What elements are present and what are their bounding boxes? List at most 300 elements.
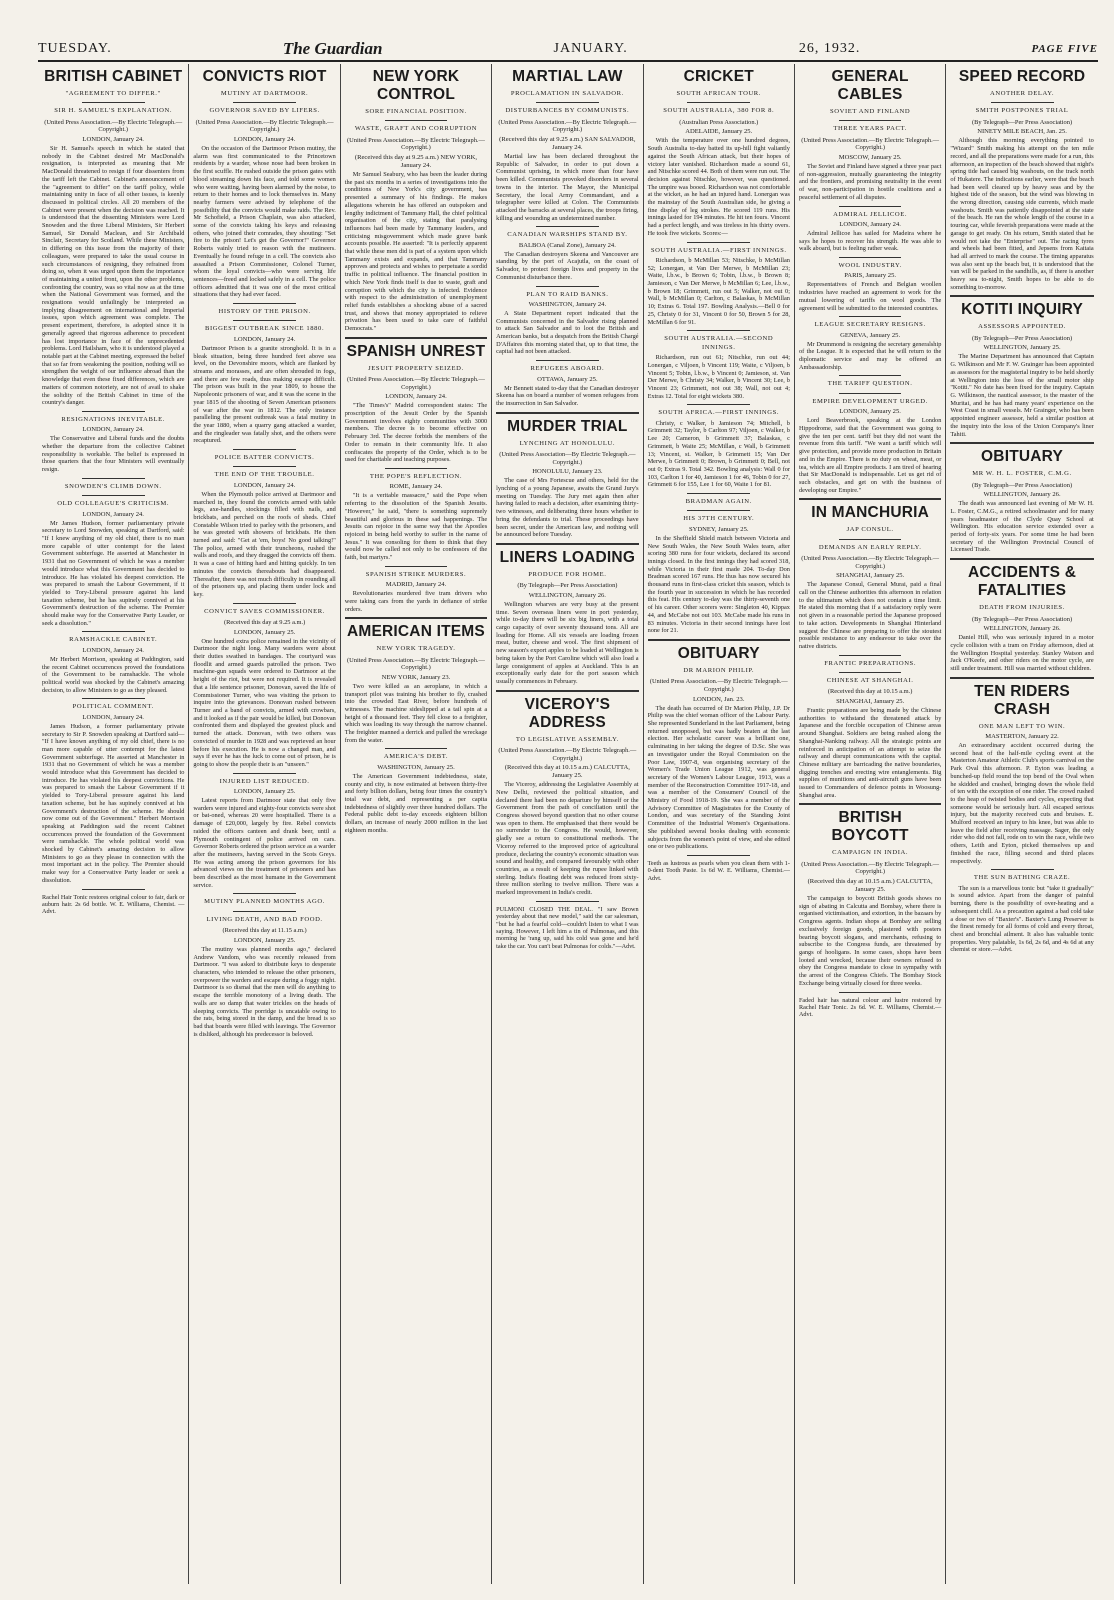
article-body: Mr Herbert Morrison, speaking at Paddington, said the recent Cabinet occurrences proved the foundations of the Government to be ramshackle. The whole political world was shocked by the Cabinet's amazing decision, to allow Ministers to go as they pleased. bbox=[42, 655, 185, 694]
section-divider bbox=[233, 773, 296, 774]
article bbox=[799, 68, 941, 202]
dateline: LONDON, January 24. bbox=[82, 713, 144, 721]
dateline: WELLINGTON, January 26. bbox=[983, 491, 1061, 499]
headline: MARTIAL LAW bbox=[512, 68, 623, 85]
article bbox=[496, 690, 638, 897]
subheadline: HIS 37TH CENTURY. bbox=[683, 515, 755, 523]
article bbox=[648, 242, 790, 327]
advertisement: Rachel Hair Tonic restores original colour to fair, dark or auburn hair. 2s 6d bottle. W. E. Williams, Chemist. —Advt. bbox=[42, 893, 185, 916]
article bbox=[345, 337, 487, 464]
dateline: OTTAWA, January 25. bbox=[537, 375, 598, 383]
article-body: Mr James Hudson, former parliamentary private secretary to Lord Snowden, speaking at Dartford, said: "If I knew anything of my old chief, there is no man more capable of utter contempt for the latest Government subterfuge. He asserted at Manchester in 1931 that no Government of which he was a member would introduce what this Government has decided to introduce. He has violated his deepest conviction. He was prepared to smash the Labour Government, if it yielded to Tory-Liberal pressure against his land taxation scheme, but he has supinely connived at his Government's destruction of the scheme. The Premier should make way for the Conservative Party Leader, or seek a dissolution." bbox=[42, 519, 185, 627]
advert-divider bbox=[839, 992, 902, 993]
subhead-divider bbox=[536, 102, 599, 103]
subheadline: OLD COLLEAGUE'S CRITICISM. bbox=[57, 500, 170, 508]
dateline: LONDON, January 24. bbox=[82, 646, 144, 654]
column-7 bbox=[946, 64, 1097, 1584]
article bbox=[950, 295, 1093, 438]
wire-credit: (United Press Association.—By Electric Telegraph.—Copyright.) bbox=[347, 656, 485, 672]
headline: OBITUARY bbox=[981, 448, 1064, 466]
subhead-divider bbox=[385, 120, 448, 121]
article-body: The Soviet and Finland have signed a three year pact of non-aggression, mutually guaranteeing the integrity and the frontiers, and promising neutrality in the event of war, non-participation in hostile coalitions and a peaceful settlement of all disputes. bbox=[798, 163, 942, 201]
article bbox=[42, 698, 184, 884]
article-body: Mr Bennett stated to-day that the Canadian destroyer Skeena has on board a number of women refugees from the insurrection in San Salvador. bbox=[496, 384, 639, 407]
headline: MURDER TRIAL bbox=[507, 417, 628, 435]
subheadline: CANADIAN WARSHIPS STAND BY. bbox=[507, 231, 628, 239]
newspaper-columns bbox=[38, 64, 1098, 1584]
dateline: LONDON, January 24. bbox=[385, 393, 447, 401]
dateline: (Received this day at 10.15 a.m.) CALCUTTA, January 25. bbox=[807, 878, 933, 894]
section-divider bbox=[385, 468, 448, 469]
subheadline: FRANTIC PREPARATIONS. bbox=[824, 659, 917, 667]
article-body: Two were killed as an aeroplane, in which a transport pilot was training his brother to fly, crashed into the crowded East River, before hundreds of witnesses. The machine sideslipped at a tail spin at a height of a thousand feet. They fell close to a freighter, which was loading its way through the narrow channel. The freighter manned a derrick and pulled the wreckage from the water. bbox=[344, 682, 488, 744]
article-body: Latest reports from Dartmoor state that only five warders were injured and eighty-four convicts were shot or bat-oned, whereas 20 were hospitalled. There is a damage of £20,000, largely by fire. Rebel convicts raided the officers canteen and drank beer, until a Plymouth contingent of police arrived on cars. Governor Roberts ordered the prison service as a warder after the mutineers, having served in the Scots Greys. He was acting among the prison governors for his advanced views on the treatment of prisoners and has been described as the most humane in the Government service. bbox=[193, 797, 336, 889]
subheadline: SPANISH STRIKE MURDERS. bbox=[365, 570, 467, 578]
article-divider bbox=[496, 412, 638, 414]
article bbox=[193, 773, 335, 890]
dateline: (Received this day at 10.15 a.m.) CALCUTTA, January 25. bbox=[504, 764, 630, 780]
article bbox=[193, 303, 335, 445]
section-divider bbox=[385, 566, 448, 567]
dateline: ADELAIDE, January 25. bbox=[685, 128, 753, 136]
article-body: The American Government indebtedness, state, county and city, is now estimated at between thirty-five and forty billion dollars, being four times the country's total war debt, and representing a per capita indebtedness of slightly over three hundred dollars. The Federal public debt to-day exceeds eighteen billion dollars, an increase of nearly 2000 million in the last eighteen months. bbox=[344, 772, 488, 834]
article-body: Frantic preparations are being made by the Chinese authorities to withstand the threatened attack by Japanese and the forcible occupation of Chinese areas around Shanghai. Soldiers are being rushed along the Shanghai-Nanking railway. All the strategic points are reinforced in anticipation of an attempt to seize the railway and disrupt communications with the capital. Chinese military are barricading the native boundaries, digging trenches and erecting wire entanglements. Big supplies of munitions and anti-aircraft guns have been issued to Commanders of defence points in Woosung-Shanghai area. bbox=[798, 707, 942, 799]
dateline: WASHINGTON, January 25. bbox=[377, 763, 455, 771]
subheadline: THE SUN BATHING CRAZE. bbox=[973, 874, 1071, 882]
subheadline: DEATH FROM INJURIES. bbox=[979, 604, 1065, 612]
article-divider bbox=[496, 543, 638, 545]
article bbox=[950, 869, 1093, 954]
article bbox=[42, 478, 184, 628]
section-divider bbox=[233, 449, 296, 450]
dateline: LONDON, January 24. bbox=[233, 335, 296, 343]
subheadline: LYNCHING AT HONOLULU. bbox=[519, 439, 616, 447]
wire-credit: (United Press Association.—By Electric Telegraph.—Copyright.) bbox=[195, 118, 334, 134]
advert-divider bbox=[687, 855, 750, 856]
dateline: LONDON, January 25. bbox=[233, 788, 296, 796]
dateline: LONDON, January 24. bbox=[82, 426, 144, 434]
subheadline: ONE MAN LEFT TO WIN. bbox=[978, 722, 1066, 730]
dateline: LONDON, January 24. bbox=[82, 510, 144, 518]
section-divider bbox=[687, 404, 750, 405]
article bbox=[345, 617, 487, 744]
article-body: An extraordinary accident occurred during the second heat of the half-mile cycling event at the Masterton Amateur Athletic Club's sports carnival on the Park Oval this afternoon. P. Eyton was leading a bunched-up field round the top bend of the Oval when he skidded and crashed, bringing down the whole field of ten with the exception of one rider. The crowd rushed to the heap of twisted bodies and cycles, expecting that someone would be seriously hurt. All escaped serious injury, but the majority received cuts and bruises. E. Mulford received an injury to his knee, but was able to leave the field after receiving massage. Sager, the only rider who did not fall, rode on to win the race, while two others, Leith and Eyton, picked themselves up and finished the race, filling second and third places respectively. bbox=[950, 742, 1094, 865]
advert-divider bbox=[536, 901, 599, 902]
subheadline: SOVIET AND FINLAND bbox=[830, 108, 911, 115]
section-divider bbox=[687, 493, 750, 494]
masthead bbox=[38, 38, 1098, 60]
article-divider bbox=[496, 690, 638, 692]
article bbox=[950, 68, 1093, 291]
article bbox=[345, 68, 487, 333]
article bbox=[496, 543, 638, 686]
article bbox=[648, 330, 790, 400]
article-body: Dartmoor Prison is a granite stronghold. It is in a bleak situation, being three hundred feet above sea level, on the Devonshire moors, which are flanked by streams and morasses, and are often shrouded in fogs, and there are few roads, thus making escape difficult. The prison was built in the year 1809, to house the Napoleonic prisoners of war, and it was the scene in the year 1815 of the shooting of Seven American prisoners of war after the war in 1812. The only instance paralleling the present outbreak was a fatal mutiny in the year 1880, when a quarry gang attacked a warder, and the ringleader was fatally shot, and the others were recaptured. bbox=[193, 344, 336, 445]
article-body: James Hudson, a former parliamentary private secretary to Sir P. Snowden speaking at Dartford said— "If I have known anything of my old chief, there is no man more capable of utter contempt for the latest Government subterfuge. He asserted at Manchester in 1931 that no Government of which he was a member would introduce what this Government has decided to introduce. He has violated his deepest convictions. He was prepared to smash the Labour Government if it yielded to Tory-Liberal pressure against his land taxation scheme, but he has supinely connived at his Government's destruction of the scheme. He should now come out of the Government." Herbert Morrison speaking at Paddington said the recent Cabinet occurrences proved the foundation of the Government were ramshackle. The whole political world was shocked by Cabinet's amazing decision to allow Ministers to go as they please in connection with the most important act in the policy. The Premier should make way for a Conservative Party leader or seek a dissolution. bbox=[42, 722, 185, 884]
dateline: WASHINGTON, January 24. bbox=[528, 300, 607, 308]
article-body: In the Sheffield Shield match between Victoria and New South Wales, the New South Wales team, after scoring 380 runs for four wickets, declared its second innings closed. In the first innings they had scored 318, while Victoria in their first made 204. To-day Don Bradman scored 167 runs. He thus has now secured his thousand runs in first-class cricket this season, which is the fourth year in succession in which he has recorded this feat. His century to-day was the thirty-seventh one of his career. Other scorers were: Singleton 40, Kippax 44, and McCabe not out 103. McCabe made his runs in 83 minutes. Victoria in their second innings have lost none for 21. bbox=[647, 534, 790, 635]
subheadline: CAMPAIGN IN INDIA. bbox=[832, 849, 909, 857]
headline: SPEED RECORD bbox=[958, 68, 1086, 85]
dateline: LONDON, January 24. bbox=[82, 136, 144, 143]
article bbox=[950, 442, 1093, 554]
article-body: The Conservative and Liberal funds and the doubts whether the departure from the collective Cabinet responsibility is workable. The belief is expressed in those quarters that the four Ministers will eventually resign. bbox=[42, 435, 185, 474]
subheadline: DR MARION PHILIP. bbox=[683, 667, 755, 674]
subheadline: "AGREEMENT TO DIFFER." bbox=[65, 90, 161, 97]
masthead-rule bbox=[38, 60, 1098, 62]
dateline: LONDON, January 25. bbox=[233, 936, 296, 944]
article-body: Lord Beaverbrook, speaking at the London Hippodrome, said that the Government was going to give the ten per cent. tariff but they did not want the revenue from this tariff. "We want a tariff which will give protection, and provide more production in Britain and in the Empire. There is no duty on wheat, meat, or tea, which are all Empire products. I am tired of hearing that Sir MacDonald is indispensable. Let us get rid of such obstacles, and get on with the business of developing our Empire." bbox=[798, 417, 942, 494]
section-divider bbox=[233, 603, 296, 604]
article-body: The death has occurred of Dr Marion Philip, J.P. Dr Philip was the chief woman officer of the Labour Party. She represented Sunderland in the last Parliament, being returned unopposed, but was badly beaten at the last election. Her scholastic career was a brilliant one, culminating in her taking the degree of D.Sc. She was an investigator under the Royal Commission on the Poor Law, 1907-8, was organising secretary of the Women's Trade Union League 1912, was general secretary of the Women's Labour League, 1913, was a member of the Reconstruction Committee 1917-18, and was a member of the Consumers' Council of the Ministry of Food 1918-19. She was a member of the Advisory Committee of Magistrates for the County of London, and was secretary of the Standing Joint Committee of the Industrial Women's Organisations. She published several books dealing with economic subjects from the women's point of view, and she edited one or two publications. bbox=[647, 704, 790, 851]
subhead-divider bbox=[991, 102, 1054, 103]
article-body: The campaign to boycott British goods shows no sign of abating in Calcutta and Bombay, where there is organised victimisation, and extortion, in the bazaars by Congress agents. Indian shops at Bombay are selling exclusively foreign goods, plastered with posters bearing boycott slogans, and merchants, refusing to subscribe to the Congress funds, are threatened by gangs of hooligans. In some cases, shops have been looted and wrecked, because their owners refused to obey the Congress mandate to close in sympathy with the arrest of the Congress Chiefs. The Bombay Stock Exchange being virtually closed for three weeks. bbox=[798, 895, 942, 987]
article-divider bbox=[345, 617, 487, 619]
subheadline: PLAN TO RAID BANKS. bbox=[526, 290, 609, 298]
headline: CRICKET bbox=[683, 68, 754, 85]
subheadline: NEW YORK TRAGEDY. bbox=[376, 645, 456, 653]
subheadline: THE POPE'S REFLECTION. bbox=[369, 472, 463, 480]
wire-credit: (By Telegraph—Per Press Association) bbox=[972, 334, 1073, 342]
article bbox=[799, 257, 941, 312]
subheadline: SOUTH AUSTRALIA, 380 FOR 8. bbox=[663, 107, 775, 115]
subheadline: THE END OF THE TROUBLE. bbox=[214, 471, 315, 479]
article-body: With the temperature over one hundred degrees, South Australia to-day batted its up-hill fight valiantly against the South African attack, but their hopes of victory later vanished. Richardson made a sound 61, and Nitschke scored 44. Both of them were run out. The decision against Nitschke, however, was questioned. The umpire was booed. Richardson was not comfortable at the wicket, as he had an injured hand. Lonergan was the mainstay of the South Australian side, he giving a fine display of leg strokes. He scored 119 runs. His innings lasted for 194 minutes. He hit ten fours. Vincent had a perfect length, and was tireless in his thirty overs. He took five wickets. Scores:— bbox=[647, 137, 790, 237]
advertisement: Faded hair has natural colour and lustre restored by Rachel Hair Tonic. 2s 6d. W. E. Williams, Chemist.—Advt. bbox=[798, 996, 942, 1019]
subheadline: LEAGUE SECRETARY RESIGNS. bbox=[814, 321, 926, 329]
section-divider bbox=[536, 226, 599, 227]
headline: OBITUARY bbox=[677, 645, 760, 662]
wire-credit: (By Telegraph—Per Press Association) bbox=[517, 582, 618, 590]
wire-credit: (United Press Association—By Electric Telegraph.—Copyright.) bbox=[499, 451, 636, 466]
dateline: WELLINGTON, January 25. bbox=[983, 344, 1061, 352]
advertisement: Teeth as lustrous as pearls when you clean them with 1-0-dent Tooth Paste. 1s 6d W. E. Williams, Chemist.—Advt. bbox=[647, 859, 790, 882]
section-divider bbox=[233, 303, 296, 304]
subhead-divider bbox=[687, 510, 750, 511]
subheadline: LIVING DEATH, AND BAD FOOD. bbox=[206, 915, 323, 923]
article-divider bbox=[950, 677, 1093, 679]
wire-credit: (Australian Press Association.) bbox=[679, 118, 759, 126]
article-body: Sir H. Samuel's speech in which he stated that nobody in the Cabinet desired Mr MacDonald's resignation, is interpreted as meaning that Mr MacDonald threatened to resign if four dissenters from the tariff left the Cabinet. Cabinet's announcement of the "agreement to differ" on the tariff policy, while maintaining unity in face of all other issues, is keenly discussed in political circles. All 20 members of the Cabinet were present when the decision was reached. It is understood that the dissenting Ministers were Lord Snowden and the three Liberal Ministers, Sir Herbert Samuel, Sir Donald Maclean, and Sir Archibald Sinclair, Secretary for Scotland. While these Ministers, in differing on this issue from the majority of their colleagues, were prepared to take the usual course in such circumstances of resigning, they refrained from doing so, when it was urged upon them the importance of maintaining a united front, upon the other problems, confronting the country, was so vital now as at the time when the National Government was formed, and the resignations would unfailingly be interpreted as implying disagreement on international and Imperial issues, upon which agreement was complete. The present experiment, therefore, is adopted since it is generally agreed that rigorous adherence to precedent has lost importance in face of the unprecedented problems. Lord Hailsham, who it is understood played a notable part at the Cabinet meeting, expressed the belief that so far from weakening the position, nothing will so strengthen the weight of our influence abroad than the knowledge that even these fixed differences, which are matters of common notoriety, are not of avail to shake the solidity of the British Cabinet in time of the country's danger. bbox=[42, 145, 185, 407]
subhead-divider bbox=[82, 495, 145, 496]
headline: BRITISH CABINET bbox=[44, 68, 183, 85]
headline: CONVICTS RIOT bbox=[202, 68, 327, 85]
subheadline: MUTINY AT DARTMOOR. bbox=[220, 90, 309, 97]
article bbox=[799, 316, 941, 371]
headline: TEN RIDERS CRASH bbox=[974, 682, 1070, 718]
headline: IN MANCHURIA bbox=[811, 504, 930, 522]
subheadline: ANOTHER DELAY. bbox=[989, 90, 1055, 97]
article-body: One hundred extra police remained in the vicinity of Dartmoor the night long. Many warders were about their duties swathed in bandages. The courtyard was floodlit and armed guards patrolled the prison. Two machine-gun squads were ordered to Dartmoor at the height of the riot, but were not required. It is revealed that a life sentence prisoner, Donovan, saved the life of Commissioner Turner, who was visiting the prison to inquire into the grievances. Donovan rushed between Turner and a band of convicts, armed with crowbars, and it looked as if the pair would be killed, but Donovan confronted them and displayed the greatest pluck and turned the attack. Donovan, with two others was convicted of murder in 1928 and was reprieved an hour before his execution. He is now a changed man, and says if ever he has the luck to come out of prison, he is going to show the people their is an "unseen." bbox=[193, 637, 336, 768]
section-divider bbox=[82, 631, 145, 632]
article-divider bbox=[950, 442, 1093, 444]
article-body: When the Plymouth police arrived at Dartmoor and marched in, they found the convicts armed with table legs, axe-handles, stockings filled with nails, and brickbats, and perched on the roofs of sheds. Chief Constable Wilson tried to parley with the prisoners, and he was greeted with showers of brickbats. He then turned and said: "Get at 'em, boys! No good talking!" The police, armed with their truncheons, rushed the walls and roofs, and they dragged the convicts off them. It was a case of hitting hard and hitting quickly. In ten minutes the convicts thereabouts had disappeared. Thereafter, there was not much difficulty in rounding all of the prisoners up, and placing them under lock and key. bbox=[193, 490, 336, 598]
section-divider bbox=[82, 698, 145, 699]
subheadline: GOVERNOR SAVED BY LIFERS. bbox=[209, 107, 320, 115]
article-body: Martial law has been declared throughout the Republic of Salvador, in order to put down a Communist uprising, in which more than four have been killed. Communists provoked disorders in several towns in the interior. The Mayor, the Municipal Secretary, the local Army Commandant, and a telegrapher were killed at Colon. The Communists attacked the barracks at several places, the troops firing, killing and wounding an undetermined number. bbox=[496, 153, 639, 222]
dateline: LONDON, January 24. bbox=[233, 136, 296, 143]
wire-credit: (United Press Association.—By Electric Telegraph.—Copyright.) bbox=[801, 860, 940, 876]
wire-credit: (United Press Association.—By Electric Telegraph.—Copyright.) bbox=[44, 118, 183, 134]
subheadline: MUTINY PLANNED MONTHS AGO. bbox=[204, 898, 326, 906]
section-divider bbox=[82, 478, 145, 479]
wire-credit: (United Press Association.—By Electric Telegraph.—Copyright.) bbox=[801, 136, 940, 152]
subheadline: DISTURBANCES BY COMMUNISTS. bbox=[505, 107, 630, 115]
section-divider bbox=[233, 893, 296, 894]
subheadline: POLITICAL COMMENT. bbox=[72, 703, 154, 711]
article-body: On the occasion of the Dartmoor Prison mutiny, the alarm was first communicated to the Princetown residents by a warder, whose nose had been broken in the first scuffle. He rushed outside the prison gates with blood streaming down his face, and told some women who were waiting, having been alarmed by the noise, to return to their homes and to lock themselves in. Many nearby farmers were advised by telephone of the possibility that the convicts would make raids. The Rev. Mr Schofield, a Prison Chaplain, was also attacked, some of the convicts taking his keys and releasing others, who joined their comrades, they shouting: "Set fire to the prison! Let's get the Governor!" Governor Roberts vainly tried to reason with the mutineers. Eventually he found refuge in a cell. The convicts also assaulted a Prison Commissioner, Colonel Turner, whom the loyal convicts—who were serving life sentences—freed and locked safely in a cell. The police officers admitted that it was one of the most critical situations that they had ever faced. bbox=[193, 145, 336, 299]
article-divider bbox=[648, 639, 790, 641]
article-body: Daniel Hill, who was seriously injured in a motor cycle collision with a tram on Friday afternoon, died at the Wellington Hospital yesterday. Stanley Watson and Jack O'Keefe, and other riders on the motor cycle, are still under treatment. Hill was married without children. bbox=[950, 634, 1094, 672]
article bbox=[496, 286, 638, 357]
dateline: SYDNEY, January 25. bbox=[688, 525, 749, 533]
advertisement: PULMONI CLOSED THE DEAL. "I saw Brown yesterday about that new model," said the car salesman, "but he had a fearful cold—couldn't listen to what I was saying. However, I left him a tin of Pulmonas, and this morning he 'rang up, said his cold was gone and he'd take the car. You can't beat Pulmonas for colds."—Advt. bbox=[496, 905, 639, 950]
headline: AMERICAN ITEMS bbox=[346, 623, 485, 641]
subheadline: SORE FINANCIAL POSITION. bbox=[365, 108, 467, 115]
dateline: LONDON, Jan. 23. bbox=[693, 695, 745, 703]
article bbox=[42, 68, 184, 407]
subheadline: HISTORY OF THE PRISON. bbox=[218, 308, 311, 316]
dateline: LONDON, January 25. bbox=[233, 628, 296, 636]
headline: NEW YORK CONTROL bbox=[372, 68, 460, 103]
article-divider bbox=[345, 337, 487, 339]
article-body: "The Times's" Madrid correspondent states: The proscription of the Jesuit Order by the Spanish Government involves eighty communities with 3000 members. The decree is to become effective on February 3rd. The decree forbids the members of the Order to remain in their community life. It also confiscates the property of the Order, which is to be used for charitable and teaching purposes. bbox=[344, 402, 488, 464]
subheadline: CHINESE AT SHANGHAI. bbox=[826, 677, 914, 685]
dateline: MADRID, January 24. bbox=[385, 581, 447, 589]
section-divider bbox=[536, 286, 599, 287]
column-5 bbox=[644, 64, 795, 1584]
headline: KOTITI INQUIRY bbox=[961, 301, 1083, 319]
article bbox=[648, 493, 790, 635]
dateline: GENEVA, January 25. bbox=[840, 331, 901, 339]
article bbox=[496, 226, 638, 281]
article-body: Revolutionaries murdered five tram drivers who were taking cars from the yards in defiance of strike orders. bbox=[344, 590, 488, 613]
article bbox=[950, 677, 1093, 866]
wire-credit: (United Press Association.—By Electric Telegraph.—Copyright.) bbox=[347, 136, 485, 152]
column-4 bbox=[492, 64, 643, 1584]
headline: LINERS LOADING bbox=[499, 548, 636, 566]
subheadline: THE TARIFF QUESTION. bbox=[827, 380, 913, 388]
subheadline: SIR H. SAMUEL'S EXPLANATION. bbox=[54, 107, 173, 115]
dateline: MOSCOW, January 25. bbox=[838, 154, 902, 161]
headline: GENERAL CABLES bbox=[831, 68, 909, 103]
article bbox=[799, 375, 941, 494]
article-body: The Marine Department has announced that Captain G. Wilkinson and Mr F. W. Grainger has been appointed as assessors for the magisterial inquiry to be held shortly at Wellington into the loss of the small motor ship "Kotiti." No date has been fixed for the inquiry. Captain G. Wilkinson, the nautical assessor, is the master of the Muritai, and he has had many years' experience on the West Coast in small vessels. Mr Grainger, who has been appointed engineer assessor, held a similar position at the inquiry into the loss of the Union Company's liner Tahiti. bbox=[950, 353, 1094, 438]
article bbox=[345, 566, 487, 614]
article-body: The Viceroy, addressing the Legislative Assembly at New Delhi, reviewed the political situation, and declared there had been no departure by himself or the Government from the path of conciliation until the Congress showed beyond question that no other course was open to them. He emphasised that there would be no surrender to the Congress. He would, however, gladly see a return to constitutional methods. The Viceroy referred to the improved price of agricultural produce, declaring the country's economic situation was sound and healthy, and compared favourably with other countries, as a result of keeping the rupee linked with sterling. India's floating debt was reduced from sixty-three million sterling to twelve million. There was a marked improvement in India's credit. bbox=[496, 781, 639, 897]
subheadline: BRADMAN AGAIN. bbox=[685, 498, 752, 506]
wire-credit: (Received this day at 10.15 a.m.) bbox=[827, 688, 913, 696]
dateline: LONDON, January 24. bbox=[839, 220, 901, 228]
subheadline: RAMSHACKLE CABINET. bbox=[69, 636, 158, 644]
article-body: A State Department report indicated that the Communists concerned in the Salvador rising planned to attack San Salvador and to loot the British and American banks, but a despatch from the British Chargé D'Affaires this morning stated that, up to that time, the capital had not been attacked. bbox=[496, 309, 639, 356]
article bbox=[799, 498, 941, 650]
subheadline: SOUTH AFRICAN TOUR. bbox=[676, 90, 762, 97]
article-body: Richardson, b McMillan 53; Nitschke, b McMillan 52; Lonergan, st Van Der Merwe, b McMillan 23; Waite, l.b.w., b Brown 6; Tobin, l.b.w., b Brown 8; Jamieson, c Van Der Merwe, b McMillan 6; Lee, l.b.w., b Brown 18; Grimmett, run out 5; Walker, not out 0; Wall, b McMillan 0; Carlton, c Balaskas, b McMillan 10; Extras 6. Total 197. Bowling Analysis.—Bell 0 for 25, Christy 0 for 31, Vincent 0 for 50, Brown 5 for 28, McMillan 6 for 91. bbox=[647, 256, 790, 326]
article bbox=[799, 206, 941, 254]
dateline: MASTERTON, January 22. bbox=[985, 733, 1059, 741]
subheadline: WOOL INDUSTRY. bbox=[838, 262, 902, 270]
article bbox=[496, 360, 638, 408]
subheadline: RESIGNATIONS INEVITABLE. bbox=[61, 415, 165, 423]
dateline: NINETY MILE BEACH, Jan. 25. bbox=[977, 128, 1067, 136]
subheadline: BIGGEST OUTBREAK SINCE 1880. bbox=[204, 325, 325, 333]
article bbox=[799, 655, 941, 800]
article bbox=[193, 603, 335, 769]
wire-credit: (By Telegraph—Per Press Association) bbox=[972, 481, 1073, 489]
article-divider bbox=[950, 558, 1093, 560]
article bbox=[193, 68, 335, 299]
article bbox=[193, 893, 335, 1038]
subhead-divider bbox=[233, 102, 296, 103]
headline: SPANISH UNREST bbox=[346, 342, 486, 360]
dateline: LONDON, January 25. bbox=[839, 408, 901, 416]
article-body: The case of Mrs Fortescue and others, held for the lynching of a young Japanese, awaits the Grand Jury's meeting on Tuesday. The Jury met again then after having failed to reach a decision, after examining thirty-two witnesses, and deliberating three hours whether to bring the defendants to trial. These proceedings have been secret, under the American law, and nothing will be announced before Tuesday. bbox=[496, 477, 639, 539]
subheadline: SNOWDEN'S CLIMB DOWN. bbox=[64, 482, 162, 490]
subhead-divider bbox=[233, 466, 296, 467]
article bbox=[193, 449, 335, 599]
masthead-page-number: PAGE FIVE bbox=[1031, 43, 1098, 55]
article-divider bbox=[950, 295, 1093, 297]
article-divider bbox=[799, 803, 941, 805]
article-body: "It is a veritable massacre," said the Pope when referring to the dissolution of the Spanish Jesuits. "However," he said, "there is something supremely beautiful and glorious in these sad happenings. The Jesuits can rejoice in the same way that the Apostles rejoiced in being held worthy to suffer in the name of Jesus." It was consoling for them to think that they would now be called not only to be confessors of the faith, but martyrs." bbox=[344, 492, 488, 562]
subheadline: AMERICA'S DEBT. bbox=[383, 753, 449, 761]
article bbox=[496, 412, 638, 539]
subheadline: REFUGEES ABOARD. bbox=[530, 365, 605, 373]
column-3 bbox=[341, 64, 492, 1584]
advert-divider bbox=[82, 889, 145, 890]
wire-credit: (United Press Association.—By Electric Telegraph.—Copyright.) bbox=[498, 118, 637, 134]
subheadline: ADMIRAL JELLICOE. bbox=[833, 210, 908, 218]
section-divider bbox=[839, 316, 902, 317]
section-divider bbox=[82, 411, 145, 412]
section-divider bbox=[839, 375, 902, 376]
subheadline: TO LEGISLATIVE ASSEMBLY. bbox=[515, 735, 619, 743]
article-body: Although this morning everything pointed to "Wizard" Smith making his attempt on the ten mile record, and all the preparations were made for a run, this afternoon, an inspection of the beach showed that night's spring tide had caused big washouts, on the track north of Hukatere. The indications earlier, were that the beach had been well cleared up by heavy seas and by the highest tide of the season, but the wind was blowing in the wrong direction, causing side currents, which made washouts. Smith was patiently disappointed at the state of the beach. He ran the whole length of the course in a touring car, while feverish preparations were made at the garage to get ready. On his return, Smith stated that he would not take the "Enterprise" out. The racing tyres and wheels had been fitted, and Jepsens from Kaitaia had all arrived to mark the course. The timing apparatus was also sent up the beach but, it is understood that the van will be parked in the sandhills, as, if there is another heavy sea to-night, Smith hopes to be able to do something to-morrow. bbox=[950, 137, 1094, 291]
dateline: (Received this day at 9.25 a.m.) NEW YORK, January 24. bbox=[354, 154, 478, 169]
article-body: The mutiny was planned months ago," declared Andrew Vandom, who was recently released from Dartmoor. "I was asked to distribute keys to desperate characters, who intended to release the other prisoners, overpower the warders and escape during a foggy night. Dartmoor is so dismal that the men will do anything to escape the terrible monotony of a living death. The walls are so damp that water trickles on the heads of sleeping convicts. The porridge is uncatable owing to the rats, being stored in the damp, and the bread is so bad that boards were filled with leavings. The Governor is disliked, although his predecessor is beloved. bbox=[193, 945, 336, 1038]
dateline: SHANGHAI, January 25. bbox=[836, 572, 905, 580]
dateline: SHANGHAI, January 25. bbox=[836, 698, 905, 706]
subheadline: ASSESSORS APPOINTED. bbox=[978, 323, 1066, 331]
headline: ACCIDENTS & FATALITIES bbox=[967, 564, 1077, 600]
wire-credit: (United Press Association.—By Electric Telegraph.—Copyright.) bbox=[347, 376, 485, 391]
subheadline: PRODUCE FOR HOME. bbox=[528, 570, 607, 578]
subheadline: PROCLAMATION IN SALVADOR. bbox=[510, 90, 624, 97]
subhead-divider bbox=[839, 120, 902, 121]
section-divider bbox=[536, 360, 599, 361]
section-divider bbox=[839, 206, 902, 207]
dateline: HONOLULU, January 23. bbox=[532, 468, 603, 476]
dateline: NEW YORK, January 23. bbox=[381, 673, 451, 681]
subhead-divider bbox=[839, 539, 902, 540]
column-2 bbox=[189, 64, 340, 1584]
subheadline: DEMANDS AN EARLY REPLY. bbox=[818, 543, 922, 551]
article-body: Representatives of French and Belgian woollen industries have reached an agreement to work for the mutual lowering of tariffs on wool goods. The agreement will be submitted to the interested countries. bbox=[798, 281, 942, 312]
wire-credit: (By Telegraph—Per Press Association) bbox=[972, 615, 1073, 623]
article-body: Wellington wharves are very busy at the present time. Seven overseas liners were in port yesterday, while to-day there will be six big liners, with a total cargo capacity of over seventy thousand tons. All are loading for Home. All six vessels are loading frozen meat, butter, cheese and wool. The first shipment of new season's export apples to be loaded at Wellington is being taken by the Port Caroline which will also load a large consignment of apples at Auckland. This is an exceptionally early date for the port season which usually commences in February. bbox=[496, 600, 639, 685]
article-body: Mr Drummond is resigning the secretary generalship of the League. It is expected that he will return to the diplomatic service and may be offered an Ambassadorship. bbox=[798, 340, 942, 371]
wire-credit: (United Press Association.—By Electric Telegraph.—Copyright.) bbox=[498, 747, 637, 762]
masthead-paper-title: The Guardian bbox=[282, 39, 383, 58]
subheadline: CONVICT SAVES COMMISSIONER. bbox=[204, 607, 326, 615]
dateline: PARIS, January 25. bbox=[844, 272, 897, 280]
article bbox=[950, 558, 1093, 673]
subhead-divider bbox=[839, 393, 902, 394]
article-body: The sun is a marvellous tonic but "take it gradually" is sound advice. Apart from the danger of painful burning, there is the possibility of over-heating and a subsequent chill. As a precaution against a bad cold take a dose or two of "Baxter's". Baxter's Lung Preserver is the finest remedy for all forms of cold and every throat, chest and bronchial ailment. It also has valuable tonic properties. Very palatable, 1s 6d, 2s 6d, and 4s 6d at any chemist or store.—Advt. bbox=[950, 884, 1094, 954]
subheadline: SOUTH AFRICA.—FIRST INNINGS. bbox=[658, 409, 780, 417]
subhead-divider bbox=[233, 320, 296, 321]
column-1 bbox=[38, 64, 189, 1584]
dateline: LONDON, January 24. bbox=[233, 481, 296, 489]
subheadline: EMPIRE DEVELOPMENT URGED. bbox=[812, 397, 928, 405]
subheadline: SMITH POSTPONES TRIAL bbox=[975, 107, 1069, 115]
article bbox=[799, 803, 941, 987]
article-body: Richardson, run out 61; Nitschke, run out 44; Lonergan, c Viljoen, b Vincent 119; Waite, c Viljoen, b Vincent 5; Tobin, l.b.w., b Vincent 0; Jamieson, st. Van Der Merwe, b Christy 34; Walker, b Vincent 30; Lee, b Vincent 23; Grimmett, not out 38; Wall, not out 4; Extras 12. Total for eight wickets 380. bbox=[647, 354, 790, 400]
article-body: Christy, c Walker, b Jamieson 74; Mitchell, b Grimmett 32; Taylor, b Carlton 97; Viljoen, c Walker, b Lee 20; Cameron, b Grimmett 37; Balaskas, c Grimmett, b Waite 25; McMillan, c Wall, b Grimmett 13; Vincent, st. Walker, b Grimmett 15; Van Der Merwe, b Grimmett 0; Brown, b Grimmett 0; Bell, not out 0; Extras 9. Total 342. Bowling analysis: Wall 0 for 103, Carlton 1 for 40, Jamieson 1 for 46, Tobin 0 for 27, Grimmett 6 for 155, Lee 1 for 60, Waite 1 for 81. bbox=[647, 419, 790, 489]
section-divider bbox=[839, 655, 902, 656]
section-divider bbox=[385, 748, 448, 749]
wire-credit: (United Press Association.—By Electric Telegraph.—Copyright.) bbox=[801, 555, 940, 570]
subheadline: POLICE BATTER CONVICTS. bbox=[214, 454, 315, 462]
wire-credit: (Received this day at 9.25 a.m.) bbox=[223, 619, 306, 627]
subhead-divider bbox=[82, 102, 145, 103]
section-divider bbox=[991, 869, 1054, 870]
dateline: WELLINGTON, January 26. bbox=[983, 625, 1061, 633]
section-divider bbox=[687, 330, 750, 331]
column-6 bbox=[795, 64, 946, 1584]
article-body: The Japanese Consul, General Murai, paid a final call on the Chinese authorities this afternoon in relation to the ultimatum which does not contain a time limit. He stated this morning that if a satisfactory reply were not given in a reasonable period the Japanese proposed to take action. Developments in Shanghai Hinterland suggest the Chinese are preparing to offer the stoutest possible resistance to any endeavour to take over the native districts. bbox=[798, 581, 942, 650]
subheadline: JESUIT PROPERTY SEIZED. bbox=[368, 364, 464, 372]
subheadline: MR W. H. L. FOSTER, C.M.G. bbox=[972, 470, 1072, 478]
dateline: BALBOA (Canal Zone), January 24. bbox=[518, 241, 616, 249]
wire-credit: (Received this day at 11.15 a.m.) bbox=[222, 927, 307, 935]
article bbox=[648, 639, 790, 851]
subhead-divider bbox=[233, 911, 296, 912]
subhead-divider bbox=[839, 672, 902, 673]
wire-credit: (By Telegraph—Per Press Association) bbox=[972, 118, 1073, 126]
dateline: ROME, January 24. bbox=[389, 483, 443, 491]
article-body: The death was announced last evening of Mr W. H. L. Foster, C.M.G., a retired schoolmaster and for many years headmaster of the Clyde Quay School at Wellington. His education service extended over a period of forty-six years. For some time he had been secretary of the Wellington Provincial Council of Licensed Trade. bbox=[950, 500, 1094, 554]
masthead-date: 26, 1932. bbox=[798, 41, 861, 56]
article-divider bbox=[799, 498, 941, 500]
masthead-day: TUESDAY. bbox=[38, 41, 112, 56]
subheadline: SOUTH AUSTRALIA.—SECOND INNINGS. bbox=[664, 335, 774, 351]
subheadline: THREE YEARS PACT. bbox=[833, 125, 907, 133]
article bbox=[345, 468, 487, 562]
article-body: Mr Samuel Seabury, who has been the leader during the past six months in a series of investigations into the conditions of New York's city government, has presented a summary of his findings. He makes allegations wherein he has offered an outspoken and lengthy indictment of Tammany Hall, the chief political organisation of the city, stating that paralysing influences had been made by Tammany leaders, and criticising misgovernment which made grave bank accounts possible. He asserted: "It is perfectly apparent that while these men did is part of a system upon which Tammany exists and expands, and that Tammany approves and protects and wishes to perpetuate a sordid traffic in political influence. The financial position in which New York finds itself is due to waste, graft and corruption with which the city is infected. Evidence with respect to the administration of unemployment relief funds establishes a shocking abuse of a sacred trust, and shows that money appropriated to relieve privation has been used to take care of faithful Democrats." bbox=[344, 171, 488, 333]
subheadline: INJURED LIST REDUCED. bbox=[219, 777, 310, 785]
wire-credit: (United Press Association.—By Electric Telegraph.—Copyright.) bbox=[649, 678, 788, 693]
section-divider bbox=[687, 242, 750, 243]
article bbox=[648, 404, 790, 489]
article bbox=[496, 68, 638, 222]
subheadline: WASTE, GRAFT AND CORRUPTION bbox=[354, 125, 478, 133]
article bbox=[42, 411, 184, 474]
article-body: Admiral Jellicoe has sailed for Madeira where he says he hopes to recover his strength. He was able to walk aboard, but is feeling rather weak. bbox=[798, 229, 942, 253]
subheadline: SOUTH AUSTRALIA.—FIRST INNINGS. bbox=[650, 246, 787, 254]
article bbox=[42, 631, 184, 694]
headline: VICEROY'S ADDRESS bbox=[524, 695, 611, 731]
article bbox=[345, 748, 487, 834]
article-body: The Canadian destroyers Skeena and Vancouver are standing by the port of Acajutla, on the coast of Salvador, to protect foreign lives and property in the Communist disturbance there. bbox=[496, 250, 639, 281]
section-divider bbox=[839, 257, 902, 258]
subheadline: JAP CONSUL. bbox=[846, 526, 894, 534]
dateline: WELLINGTON, January 26. bbox=[528, 591, 606, 599]
masthead-month: JANUARY. bbox=[553, 41, 628, 56]
article bbox=[648, 68, 790, 238]
subhead-divider bbox=[687, 102, 750, 103]
